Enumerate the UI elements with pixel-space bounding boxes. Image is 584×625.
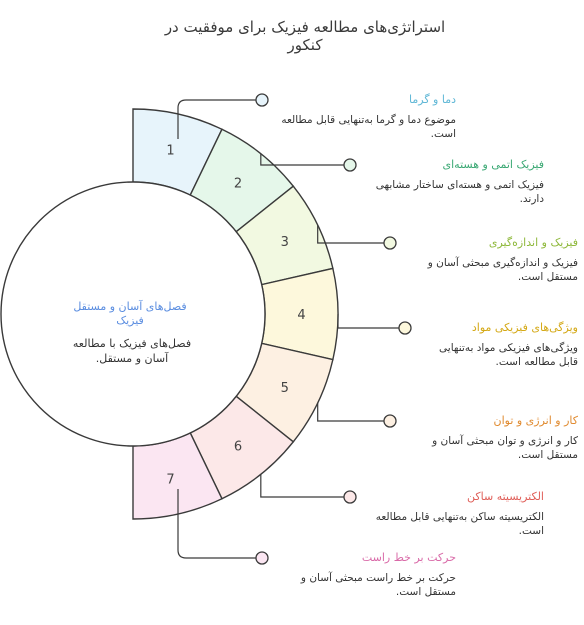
segment-description: موضوع دما و گرما به‌تنهایی قابل مطالعه است. [281, 114, 456, 140]
segment-title: ویژگی‌های فیزیکی مواد [471, 321, 578, 334]
segment-description: ویژگی‌های فیزیکی مواد به‌تنهایی قابل مطالعه است. [439, 342, 578, 368]
connector-4 [338, 314, 405, 328]
connector-dot-6 [344, 491, 356, 503]
segment-title: فیزیک اتمی و هسته‌ای [442, 158, 544, 171]
segment-label-3 [404, 236, 578, 284]
segment-label-1 [276, 93, 456, 141]
segment-label-4 [419, 321, 578, 369]
segment-label-2 [364, 158, 544, 206]
segment-number-2: 2 [233, 176, 243, 192]
segment-number-7: 7 [166, 472, 175, 488]
connector-dot-5 [384, 415, 396, 427]
segment-title: کار و انرژی و توان [493, 414, 578, 427]
segment-description: الکتریسیته ساکن به‌تنهایی قابل مطالعه است. [375, 511, 544, 537]
segment-label-5 [404, 414, 578, 462]
connector-dot-7 [256, 552, 268, 564]
center-title: فصل‌های آسان و مستقل فیزیک [73, 300, 187, 327]
segment-description: فیزیک اتمی و هسته‌ای ساختار مشابهی دارند. [375, 179, 544, 205]
connector-dot-3 [384, 237, 396, 249]
segment-label-7 [276, 551, 456, 599]
segment-number-5: 5 [280, 381, 289, 397]
connector-3 [318, 225, 390, 243]
connector-dot-1 [256, 94, 268, 106]
connector-5 [318, 403, 390, 421]
connector-2 [261, 154, 350, 165]
page-title: استراتژی‌های مطالعه فیزیک برای موفقیت در کنکور [164, 18, 446, 54]
segment-number-6: 6 [233, 439, 243, 455]
segment-label-6 [364, 490, 544, 538]
segment-description: حرکت بر خط راست مبحثی آسان و مستقل است. [300, 572, 456, 598]
segment-description: کار و انرژی و توان مبحثی آسان و مستقل است. [432, 435, 578, 461]
segment-description: فیزیک و اندازه‌گیری مبحثی آسان و مستقل است. [427, 257, 578, 283]
segment-title: فیزیک و اندازه‌گیری [488, 236, 578, 249]
segment-number-1: 1 [166, 143, 175, 159]
connector-dot-4 [399, 322, 411, 334]
segment-number-3: 3 [280, 234, 289, 250]
segment-title: دما و گرما [409, 93, 456, 106]
segment-title: الکتریسیته ساکن [467, 490, 544, 503]
segment-title: حرکت بر خط راست [361, 551, 456, 564]
connector-dot-2 [344, 159, 356, 171]
center-description: فصل‌های فیزیک با مطالعه آسان و مستقل. [72, 337, 192, 365]
connector-6 [261, 474, 350, 497]
segment-number-4: 4 [297, 308, 306, 323]
